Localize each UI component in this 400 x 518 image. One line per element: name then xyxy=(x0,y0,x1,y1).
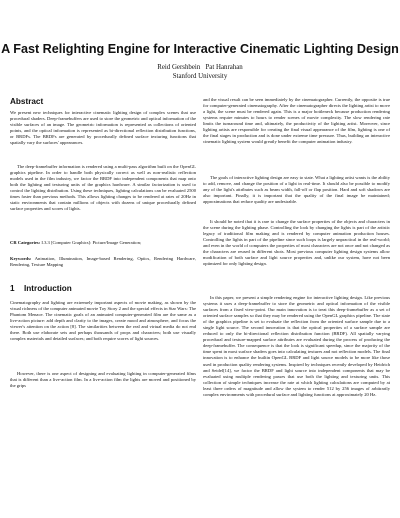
abstract-paragraph-1: We present new techniques for interactive cinematic lighting design of complex scenes that use procedural shaders. Deep-framebuffers are used to store the geometric and optical information of the visible surfaces of an image. The geometric information is represented as collections of oriented points, and the optical information is represented as bi-directional reflection distribution functions, or BRDFs. The BRDFs are generated by procedurally defined surface texturing functions that spatially vary the surfaces' appearances. xyxy=(10,110,196,146)
section-number: 1 xyxy=(10,284,15,293)
cr-categories xyxy=(10,240,196,246)
right-paragraph-3: It should be noted that it is rare to change the surface properties of the objects and characters in the scene during the lighting phase. Controlling the look by changing the lights is part of the artistic legacy of traditional film making and is rendered by computer animation production houses. Controlling the lights in part of the pipeline since such loops is largely unpractical in the real-world; and even in the world of computers the properties of most characters are not once and not changed as the characters are reused in different shots. Most previous computer lighting design systems allow modification of both surface and light source properties and, unlike our system, have not been optimized for only lighting design. xyxy=(203,219,390,267)
keywords-label: Keywords: xyxy=(10,256,32,261)
intro-paragraph-2: However, there is one aspect of designing and evaluating lighting in computer-generated films that is different than a live-action film. In a live-action film the lights are moved and positioned by the grips xyxy=(10,371,196,389)
right-paragraph-2: The goals of interactive lighting design are easy to state. What a lighting artist wants is the ability to add, remove, and change the position of a light in real-time. It should also be possible to modify any of the light's attributes such as beam width, fall-off or flap position. Hard and soft shadows are also important. Finally, it is important that the quality of the final image be maintained; approximations that reduce quality are undesirable. xyxy=(203,175,390,205)
paper-title: A Fast Relighting Engine for Interactive Cinematic Lighting Design xyxy=(1,42,399,56)
abstract-paragraph-2: The deep-framebuffer information is rendered using a multi-pass algorithm built on the OpenGL graphics pipeline. In order to handle both physically correct as well as non-realistic reflection models used in the film industry, we factor the BRDF into independent components that map onto both the lighting and texturing units of the graphics hardware. A similar factorization is used to control the lighting distribution. Using these techniques, lighting calculations can be evaluated 2500 times faster than previous methods. This allows lighting changes to be rendered at rates of 20Hz in static environments that contain millions of objects with dozens of unique procedurally defined surface properties and scores of lights. xyxy=(10,164,196,212)
author-affiliation: Stanford University xyxy=(172,73,228,80)
section-title: Introduction xyxy=(24,284,72,293)
cr-label: CR Categories: xyxy=(10,240,41,245)
cr-text: I.3.3 [Computer Graphics]: Picture/Image Generation; xyxy=(41,240,142,245)
keywords xyxy=(10,256,196,268)
keywords-text: Animation, Illumination, Image-based Rendering, Optics, Rendering Hardware, Rendering, Texture Mapping xyxy=(10,256,196,268)
author-block xyxy=(0,63,400,81)
author-names: Reid Gershbein Pat Hanrahan xyxy=(157,64,243,71)
right-paragraph-4: In this paper, we present a simple rendering engine for interactive lighting design. Like previous systems it uses a deep-framebuffer to store the geometric and optical information of the visible surfaces from a fixed view-point. Our main innovation is to treat this deep-framebuffer as a set of oriented surface samples so that they may be rendered using the OpenGL graphics pipeline. The state of the graphics pipeline is set to evaluate the reflection from the oriented surface sample due to a single light source. The second innovation is that the optical properties of a surface sample are reduced to only the bi-directional reflection distribution function (BRDF). All spatially varying procedural and texture-mapped surface attributes are evaluated during the process of producing the deep-framebuffer. The consequence is that the look is significant speedup, since the majority of the time spent in most surface shaders goes into calculating textures and not reflection models. The final innovation is to enhance the builtin OpenGL BRDF and light source models to be more like those used in production quality rendering systems. Inspired by techniques recently developed by Heidrich and Seidel[14], we factor the BRDF and light source into independent components that may be evaluated using multiple rendering passes that use both the lighting and texturing units. This collection of simple techniques increase the rate at which lighting calculations are computed by at least three orders of magnitude and allow the system to render 512 by 256 images of arbitrarily complex environments with procedural surface and lighting functions at approximately 20 Hz. xyxy=(203,295,390,397)
right-paragraph-1: and the visual result can be seen immediately by the cinematographer. Currently, the opposite is true for computer-generated cinematography. After the cinematographer directs the lighting artist to move a light, the scene must be rendered again. This is a major bottleneck because production rendering systems require minutes to hours to render scenes of movie complexity. The slow rendering rate limits the turnaround time and, ultimately, the productivity of the lighting artist. Moreover, since lighting artists are responsible for creating the final visual appearance of the film, lighting is one of the final stages in production and is done under extreme time pressure. Thus, building an interactive cinematic lighting system would greatly benefit the computer animation industry. xyxy=(203,97,390,145)
intro-paragraph-1: Cinematography and lighting are extremely important aspects of movie making, as shown by the visual richness of the computer animated movie Toy Story 2 and the special effects in Star Wars: The Phantom Menace. The cinematic goals of an animated computer-generated film are the same as a live-action picture: add depth and clarity to the images, create mood and atmosphere, and focus the viewer's attention on the action [8]. The similarities between the real and virtual media do not end there. Both use elaborate sets and perhaps thousands of props and characters; both use visually complex materials and detailed surfaces; and both require scores of light sources. xyxy=(10,300,196,342)
abstract-heading: Abstract xyxy=(10,97,44,106)
introduction-heading xyxy=(10,284,72,293)
